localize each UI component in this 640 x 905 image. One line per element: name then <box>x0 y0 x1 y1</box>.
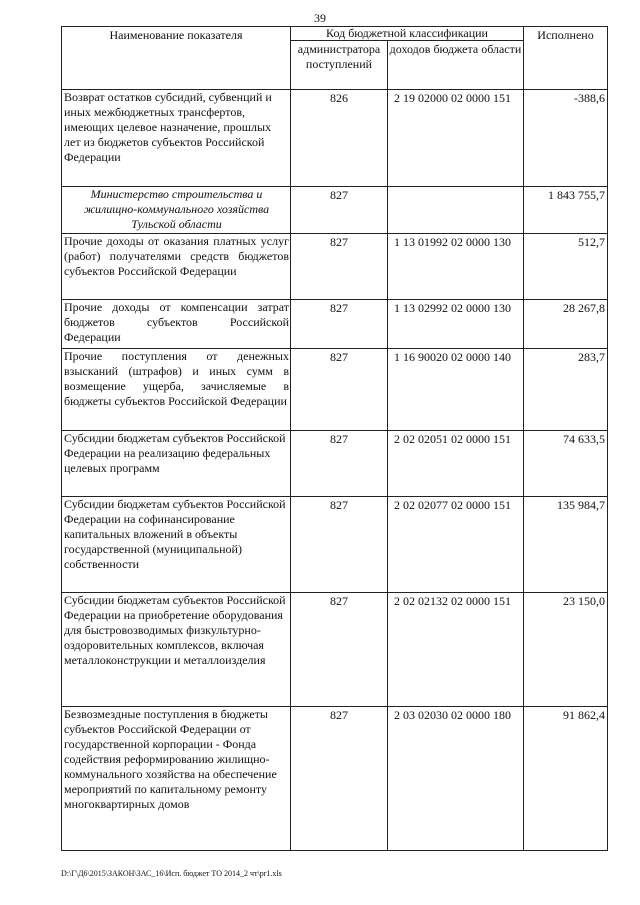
header-name: Наименование показателя <box>62 27 291 90</box>
indicator-name: Прочие доходы от компенсации затрат бюджетов субъектов Российской Федерации <box>62 300 291 349</box>
file-path-footer: D:\Г\Д6\2015\ЗАКОН\ЗАС_16\Исп. бюджет ТО 2014_2 чт\pr1.xls <box>61 869 282 878</box>
indicator-name: Прочие поступления от денежных взысканий (штрафов) и иных сумм в возмещение ущерба, зачисляемые в бюджеты субъектов Российской Федерации <box>62 349 291 431</box>
header-income: доходов бюджета области <box>388 41 524 90</box>
administrator-code: 826 <box>291 90 388 187</box>
table-row <box>62 90 608 187</box>
executed-amount: -388,6 <box>524 90 608 187</box>
table-row <box>62 431 608 497</box>
table-row <box>62 187 608 234</box>
income-code: 2 02 02132 02 0000 151 <box>388 593 524 707</box>
income-code: 2 02 02051 02 0000 151 <box>388 431 524 497</box>
administrator-code: 827 <box>291 187 388 234</box>
income-code: 1 16 90020 02 0000 140 <box>388 349 524 431</box>
indicator-name: Министерство строительства и жилищно-коммунального хозяйства Тульской области <box>62 187 291 234</box>
table-row <box>62 234 608 300</box>
indicator-name: Безвозмездные поступления в бюджеты субъектов Российской Федерации от государственной корпорации - Фонда содействия реформированию жилищно-коммунального хозяйства на обеспечение мероприятий по капитальному ремонту многоквартирных домов <box>62 707 291 851</box>
table-row <box>62 593 608 707</box>
indicator-name: Возврат остатков субсидий, субвенций и иных межбюджетных трансфертов, имеющих целевое назначение, прошлых лет из бюджетов субъектов Российской Федерации <box>62 90 291 187</box>
administrator-code: 827 <box>291 349 388 431</box>
indicator-name: Субсидии бюджетам субъектов Российской Федерации на приобретение оборудования для быстровозводимых физкультурно-оздоровительных комплексов, включая металлоконструкции и металлоизделия <box>62 593 291 707</box>
income-code: 2 02 02077 02 0000 151 <box>388 497 524 593</box>
income-code: 2 19 02000 02 0000 151 <box>388 90 524 187</box>
administrator-code: 827 <box>291 431 388 497</box>
header-code: Код бюджетной классификации <box>291 27 524 41</box>
page-number: 39 <box>314 11 326 25</box>
administrator-code: 827 <box>291 497 388 593</box>
executed-amount: 74 633,5 <box>524 431 608 497</box>
executed-amount: 135 984,7 <box>524 497 608 593</box>
income-code: 1 13 02992 02 0000 130 <box>388 300 524 349</box>
budget-table <box>61 26 608 851</box>
header-administrator: администратора поступлений <box>291 41 388 90</box>
indicator-name: Прочие доходы от оказания платных услуг (работ) получателями средств бюджетов субъектов Российской Федерации <box>62 234 291 300</box>
administrator-code: 827 <box>291 300 388 349</box>
executed-amount: 512,7 <box>524 234 608 300</box>
indicator-name: Субсидии бюджетам субъектов Российской Федерации на реализацию федеральных целевых программ <box>62 431 291 497</box>
executed-amount: 283,7 <box>524 349 608 431</box>
administrator-code: 827 <box>291 234 388 300</box>
table-row <box>62 300 608 349</box>
table-row <box>62 349 608 431</box>
administrator-code: 827 <box>291 707 388 851</box>
header-executed: Исполнено <box>524 27 608 90</box>
executed-amount: 91 862,4 <box>524 707 608 851</box>
indicator-name: Субсидии бюджетам субъектов Российской Федерации на софинансирование капитальных вложений в объекты государственной (муниципальной) собственности <box>62 497 291 593</box>
table-row <box>62 707 608 851</box>
income-code: 1 13 01992 02 0000 130 <box>388 234 524 300</box>
administrator-code: 827 <box>291 593 388 707</box>
income-code <box>388 187 524 234</box>
executed-amount: 1 843 755,7 <box>524 187 608 234</box>
executed-amount: 28 267,8 <box>524 300 608 349</box>
income-code: 2 03 02030 02 0000 180 <box>388 707 524 851</box>
table-row <box>62 497 608 593</box>
executed-amount: 23 150,0 <box>524 593 608 707</box>
